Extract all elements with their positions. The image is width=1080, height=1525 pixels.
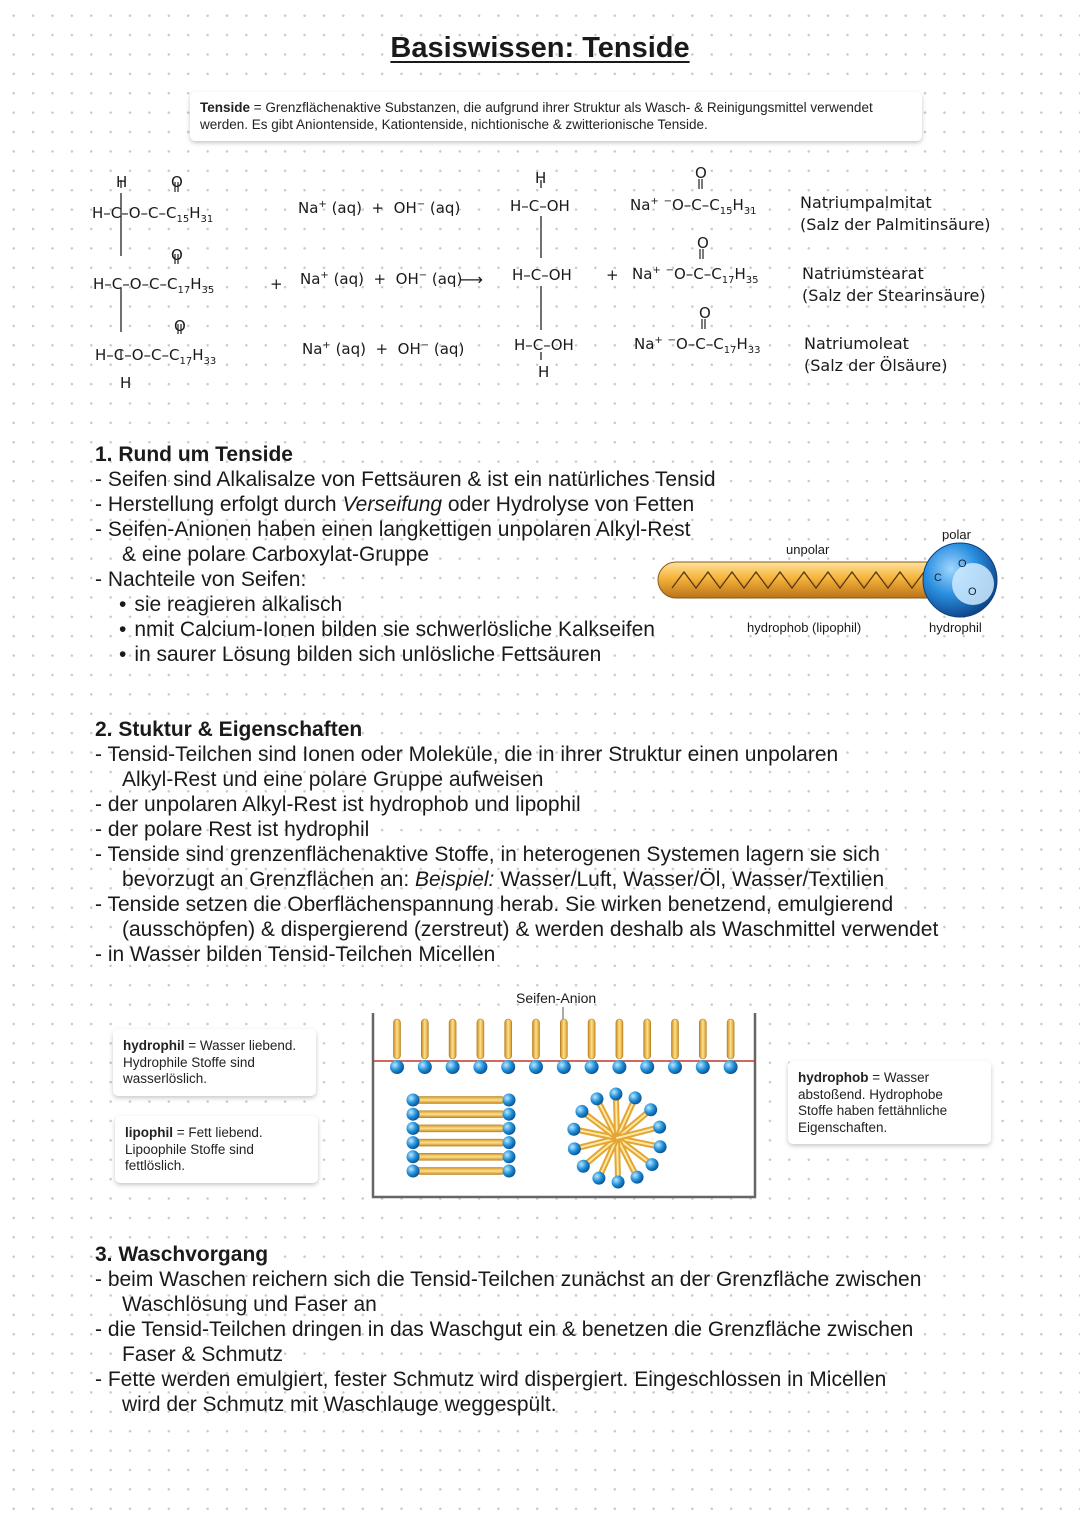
section1-bullet-1: • sie reagieren alkalisch (95, 592, 755, 617)
bilayer-tail (415, 1097, 505, 1104)
glycerol-row-1: H–C–OH (510, 197, 570, 215)
anion-head (585, 1060, 599, 1074)
fat-h-top: H (116, 173, 128, 191)
anion-tail (477, 1019, 484, 1059)
fat-oxygen-3: O (174, 317, 186, 335)
soap-oxygen-2: O (697, 234, 709, 252)
tenside-head-c: C (934, 572, 942, 584)
soap-oxygen-3: O (699, 304, 711, 322)
fat-row-1: $H-C-O-C-C_{15}H_{31}$ (92, 204, 214, 225)
anion-head (418, 1060, 432, 1074)
plus-sign-2: + (606, 266, 619, 284)
section1-line4: - Nachteile von Seifen: (95, 568, 307, 591)
soap-row-1: Na+ $^-O-C-C_{15}H_{31}$ (630, 196, 757, 217)
glycerol-row-2: H–C–OH (512, 266, 572, 284)
bilayer-head-left (407, 1136, 420, 1149)
section1-line3b: & eine polare Carboxylat-Gruppe (122, 543, 430, 566)
anion-head (557, 1060, 571, 1074)
anion-head (668, 1060, 682, 1074)
fat-row-2: $H-C-O-C-C_{17}H_{35}$ (93, 275, 215, 296)
reagent-3: Na+ (aq) + OH− (aq) (302, 340, 465, 358)
section2-line5b: (ausschöpfen) & dispergierend (zerstreut) & werden deshalb als Waschmittel verwendet (122, 918, 939, 941)
section3-line2b: Faser & Schmutz (122, 1343, 284, 1366)
anion-tail (616, 1019, 623, 1059)
anion-head (390, 1060, 404, 1074)
fat-oxygen-1: O (171, 173, 183, 191)
reagent-2: Na+ (aq) + OH− (aq) (300, 270, 463, 288)
micelle-head (577, 1160, 590, 1173)
section2-line1: - Tensid-Teilchen sind Ionen oder Moleküle, die in ihrer Struktur einen unpolaren (95, 743, 839, 766)
tenside-unpolar-label: unpolar (786, 542, 830, 557)
section2-line5: - Tenside setzen die Oberflächenspannung herab. Sie wirken benetzend, emulgierend (95, 893, 894, 916)
micelle-head (629, 1091, 642, 1104)
glycerol-h-bottom: H (538, 363, 550, 381)
soap-row-3: Na+ $^-O-C-C_{17}H_{33}$ (634, 335, 761, 356)
glycerol-row-3: H–C–OH (514, 336, 574, 354)
page-title: Basiswissen: Tenside (390, 32, 690, 64)
reaction-arrow: ⟶ (460, 270, 483, 289)
micelle-label: Seifen-Anion (516, 990, 597, 1006)
section3-line3b: wird der Schmutz mit Waschlauge weggespült. (122, 1393, 557, 1416)
anion-tail (394, 1019, 401, 1059)
soap-double-bonds (680, 160, 720, 360)
section1-bullet-3: • in saurer Lösung bilden sich unlösliche Fettsäuren (95, 642, 755, 667)
tenside-polar-label: polar (942, 527, 971, 542)
micelle-head (612, 1175, 625, 1188)
fat-h-bottom: H (120, 374, 132, 392)
micelle-head (653, 1121, 666, 1134)
bilayer-head-right (503, 1094, 516, 1107)
section1-line1: - Seifen sind Alkalisalze von Fettsäuren & ist ein natürliches Tensid (95, 468, 716, 491)
section2-heading: 2. Stuktur & Eigenschaften (95, 718, 363, 741)
anion-head (696, 1060, 710, 1074)
micelle-head (568, 1142, 581, 1155)
anion-tail (560, 1019, 567, 1059)
section1-bullet-2: • nmit Calcium-Ionen bilden sie schwerlösliche Kalkseifen (95, 617, 755, 642)
salt-palmitat: Natriumpalmitat (Salz der Palmitinsäure) (800, 193, 991, 234)
micelle-illustration (365, 985, 765, 1203)
plus-sign: + (270, 275, 283, 293)
bilayer-head-right (503, 1165, 516, 1178)
note-hydrophil: hydrophil = Wasser liebend. Hydrophile Stoffe sind wasserlöslich. (113, 1029, 316, 1096)
anion-tail (505, 1019, 512, 1059)
anion-head (724, 1060, 738, 1074)
anion-tail (421, 1019, 428, 1059)
bilayer-tail (415, 1168, 505, 1175)
anion-tail (644, 1019, 651, 1059)
bilayer-head-left (407, 1122, 420, 1135)
bilayer-head-left (407, 1108, 420, 1121)
micelle-head (644, 1103, 657, 1116)
bilayer-head-left (407, 1150, 420, 1163)
tenside-hydrophob-label: hydrophob (lipophil) (747, 620, 862, 635)
section3-line1b: Waschlösung und Faser an (122, 1293, 377, 1316)
reaction-equation (0, 160, 1080, 400)
fat-oxygen-2: O (171, 246, 183, 264)
tenside-head-o-1: O (958, 558, 967, 570)
bilayer-tail (415, 1111, 505, 1118)
section2-line4: - Tenside sind grenzenflächenaktive Stoffe, in heterogenen Systemen lagern sie sich (95, 843, 880, 866)
anion-head (473, 1060, 487, 1074)
section1-heading: 1. Rund um Tenside (95, 443, 293, 466)
salt-stearat: Natriumstearat (Salz der Stearinsäure) (802, 264, 986, 305)
tenside-diagram (650, 520, 1010, 645)
micelle-head (609, 1088, 622, 1101)
definition-box (190, 92, 922, 141)
micelle-head (654, 1140, 667, 1153)
micelle-head (631, 1171, 644, 1184)
section1-line2: - Herstellung erfolgt durch Verseifung oder Hydrolyse von Fetten (95, 493, 695, 516)
micelle-head (592, 1172, 605, 1185)
tenside-head-o-2: O (968, 586, 977, 598)
anion-head (529, 1060, 543, 1074)
bilayer-head-right (503, 1136, 516, 1149)
anion-head (501, 1060, 515, 1074)
section2-line3: - der polare Rest ist hydrophil (95, 818, 370, 841)
section2-line6: - in Wasser bilden Tensid-Teilchen Micellen (95, 943, 496, 966)
anion-tail (699, 1019, 706, 1059)
anion-head (640, 1060, 654, 1074)
micelle-head (590, 1092, 603, 1105)
section3-heading: 3. Waschvorgang (95, 1243, 269, 1266)
bilayer-head-right (503, 1150, 516, 1163)
bilayer-head-left (407, 1094, 420, 1107)
fat-row-3: $H-C-O-C-C_{17}H_{33}$ (95, 346, 217, 367)
section2-line2: - der unpolaren Alkyl-Rest ist hydrophob und lipophil (95, 793, 581, 816)
micelle-head (646, 1158, 659, 1171)
salt-oleat: Natriumoleat (Salz der Ölsäure) (804, 334, 948, 375)
section3-line3: - Fette werden emulgiert, fester Schmutz wird dispergiert. Eingeschlossen in Micellen (95, 1368, 887, 1391)
anion-tail (533, 1019, 540, 1059)
micelle-head (567, 1123, 580, 1136)
reagent-1: Na+ (aq) + OH− (aq) (298, 199, 461, 217)
anion-head (446, 1060, 460, 1074)
bilayer-head-right (503, 1108, 516, 1121)
anion-tail (449, 1019, 456, 1059)
micelle-head (575, 1105, 588, 1118)
definition-text: = Grenzflächenaktive Substanzen, die aufgrund ihrer Struktur als Wasch- & Reinigungsmittel verwendet werden. Es gibt Aniontenside, Kationtenside, nichtionische & zwitterionische Tenside. (200, 100, 873, 132)
bilayer-head-left (407, 1165, 420, 1178)
section-struktur-eigenschaften (95, 717, 1015, 967)
micelle-diagram (365, 985, 765, 1203)
soap-oxygen-1: O (695, 164, 707, 182)
anion-tail (588, 1019, 595, 1059)
section2-line1b: Alkyl-Rest und eine polare Gruppe aufweisen (122, 768, 544, 791)
definition-term: Tenside (200, 100, 251, 115)
section2-line4b: bevorzugt an Grenzflächen an: Beispiel: Wasser/Luft, Wasser/Öl, Wasser/Textilien (122, 868, 885, 891)
tenside-hydrophil-label: hydrophil (929, 620, 982, 635)
section3-line2: - die Tensid-Teilchen dringen in das Waschgut ein & benetzen die Grenzfläche zwischen (95, 1318, 914, 1341)
bilayer-tail (415, 1125, 505, 1132)
glycerol-h-top: H (535, 169, 547, 187)
anion-tail (727, 1019, 734, 1059)
bilayer-tail (415, 1139, 505, 1146)
bilayer-head-right (503, 1122, 516, 1135)
section3-line1: - beim Waschen reichern sich die Tensid-Teilchen zunächst an der Grenzfläche zwischen (95, 1268, 922, 1291)
anion-head (612, 1060, 626, 1074)
section-waschvorgang (95, 1242, 1015, 1417)
bilayer-tail (415, 1153, 505, 1160)
anion-tail (672, 1019, 679, 1059)
section1-line3: - Seifen-Anionen haben einen langkettigen unpolaren Alkyl-Rest (95, 518, 691, 541)
note-lipophil: lipophil = Fett liebend. Lipoophile Stoffe sind fettlöslich. (115, 1116, 318, 1183)
soap-row-2: Na+ $^-O-C-C_{17}H_{35}$ (632, 265, 759, 286)
note-hydrophob: hydrophob = Wasser abstoßend. Hydrophobe Stoffe haben fettähnliche Eigenschaften. (788, 1061, 991, 1144)
